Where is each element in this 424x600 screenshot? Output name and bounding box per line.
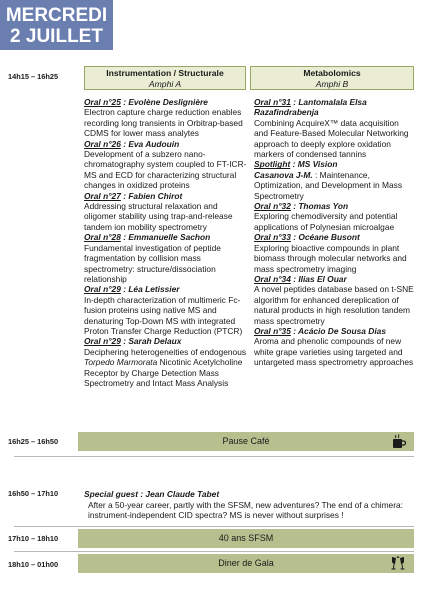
talk-number: Oral n°29	[84, 284, 121, 295]
talk-item	[254, 274, 414, 326]
talk-number: Oral n°26	[84, 138, 121, 149]
slot-time: 16h25 – 16h50	[8, 437, 59, 446]
special-guest-description: After a 50-year career, partly with the SFSM, new adventures? The end of a chimera: instrument-independent CID spectra? MS is never without surprises !	[88, 499, 403, 521]
talk-speaker: : Sarah Delaux	[120, 336, 182, 347]
row-divider	[14, 456, 414, 457]
talk-item	[254, 326, 414, 368]
talk-item	[84, 97, 247, 139]
special-guest	[84, 489, 414, 521]
diner-gala-bar	[78, 554, 414, 573]
champagne-glasses-icon	[390, 556, 406, 571]
slot-time: 16h50 – 17h10	[8, 489, 59, 498]
talk-speaker: : Eva Audouin	[120, 138, 180, 149]
talk-speaker: : Lantomalala Elsa Razafindrabenja	[254, 97, 367, 118]
talk-description: Exploring bioactive compounds in plant biomass through molecular networks and mass spectrometry imaging	[254, 242, 407, 274]
talk-speaker: : Thomas Yon	[290, 201, 349, 212]
talk-number: Oral n°29	[84, 336, 121, 347]
talk-speaker: : Léa Letissier	[120, 284, 180, 295]
session-title: Metabolomics	[303, 68, 361, 78]
pause-cafe-label: Pause Café	[222, 436, 270, 446]
talk-speaker: : Océane Busont	[290, 232, 360, 243]
talk-description: Development of a subzero nano-chromatography system coupled to FT-ICR-MS and ECD for characterizing structural changes in oxidized proteins	[84, 149, 247, 191]
talk-number: Oral n°28	[84, 232, 121, 243]
talk-item	[84, 191, 247, 233]
talk-item	[254, 97, 414, 159]
talk-item	[254, 159, 414, 201]
talk-description: Combining AcquireX™ data acquisition and Feature-Based Molecular Networking approach to deeply explore oxidation markers of condensed tannins	[254, 117, 409, 160]
talk-description: Electron capture charge reduction enables recording long transients in Orbitrap-based CDMS for lower mass analytes	[84, 107, 243, 139]
talk-number: Spotlight	[254, 159, 291, 170]
slot-time: 17h10 – 18h10	[8, 534, 59, 543]
talk-description: Deciphering heterogeneities of endogenous Torpedo Marmorata Nicotinic Acetylcholine Receptor by Charge Detection Mass Spectrometry and Intact Mass Analysis	[84, 346, 247, 388]
talk-list-metabolomics	[254, 97, 414, 368]
talk-number: Oral n°32	[254, 201, 291, 212]
talk-number: Oral n°25	[84, 97, 121, 107]
session-room: Amphi B	[315, 78, 349, 89]
talk-list-instrumentation	[84, 97, 247, 388]
day-banner	[0, 0, 113, 50]
row-divider	[14, 551, 414, 552]
talk-description: Casanova J-M. : Maintenance, Optimization, and Development in Mass Spectrometry	[254, 169, 403, 201]
session-room: Amphi A	[148, 78, 182, 89]
talk-speaker: : MS Vision	[290, 159, 338, 170]
talk-description: A novel peptides database based on t-SNE algorithm for enhanced dereplication of natural products in high resolution tandem mass spectrometry	[254, 284, 414, 326]
talk-speaker: : Emmanuelle Sachon	[120, 232, 211, 243]
talk-speaker: : Evolène Deslignière	[120, 97, 208, 107]
talk-speaker: : Acácio De Sousa Dias	[290, 325, 386, 336]
talk-item	[84, 284, 247, 336]
talk-description: Exploring chemodiversity and potential applications of Polynesian microalgae	[254, 211, 398, 232]
talk-item	[84, 232, 247, 284]
slot-time: 18h10 – 01h00	[8, 560, 59, 569]
talk-number: Oral n°35	[254, 325, 291, 336]
session-title: Instrumentation / Structurale	[106, 68, 224, 78]
talk-description: In-depth characterization of multimeric Fc-fusion proteins using native MS and denaturing Top-Down MS with integrated Proton Transfer Charge Reduction (PTCR)	[84, 294, 243, 336]
talk-item	[84, 139, 247, 191]
talk-description: Aroma and phenolic compounds of new white grape varieties using targeted and untargeted mass spectrometry approaches	[254, 336, 414, 368]
slot-time: 14h15 – 16h25	[8, 72, 59, 81]
talk-description: Addressing structural relaxation and oligomer stability using trap-and-release tandem ion mobility spectrometry	[84, 201, 233, 232]
sfsm-anniversary-label: 40 ans SFSM	[218, 533, 274, 543]
day-date: 2 JUILLET	[10, 26, 103, 47]
talk-item	[254, 232, 414, 274]
talk-speaker: : Ilias El Ouar	[290, 273, 347, 284]
talk-number: Oral n°34	[254, 273, 291, 284]
special-guest-title: Special guest : Jean Claude Tabet	[84, 489, 220, 499]
talk-speaker: : Fabien Chirot	[120, 190, 183, 201]
talk-item	[254, 201, 414, 232]
talk-number: Oral n°27	[84, 190, 121, 201]
session-header-metabolomics	[250, 66, 414, 90]
talk-number: Oral n°31	[254, 97, 291, 107]
coffee-cup-icon	[392, 434, 406, 449]
session-header-instrumentation	[84, 66, 246, 90]
talk-number: Oral n°33	[254, 232, 291, 243]
sfsm-anniversary-bar	[78, 529, 414, 548]
pause-cafe-bar	[78, 432, 414, 451]
talk-item	[84, 336, 247, 388]
day-name: MERCREDI	[5, 5, 108, 26]
talk-description: Fundamental investigation of peptide fragmentation by collision mass spectrometry: structure/dissociation relationship	[84, 242, 221, 284]
diner-gala-label: Diner de Gala	[218, 558, 274, 568]
row-divider	[14, 526, 414, 527]
